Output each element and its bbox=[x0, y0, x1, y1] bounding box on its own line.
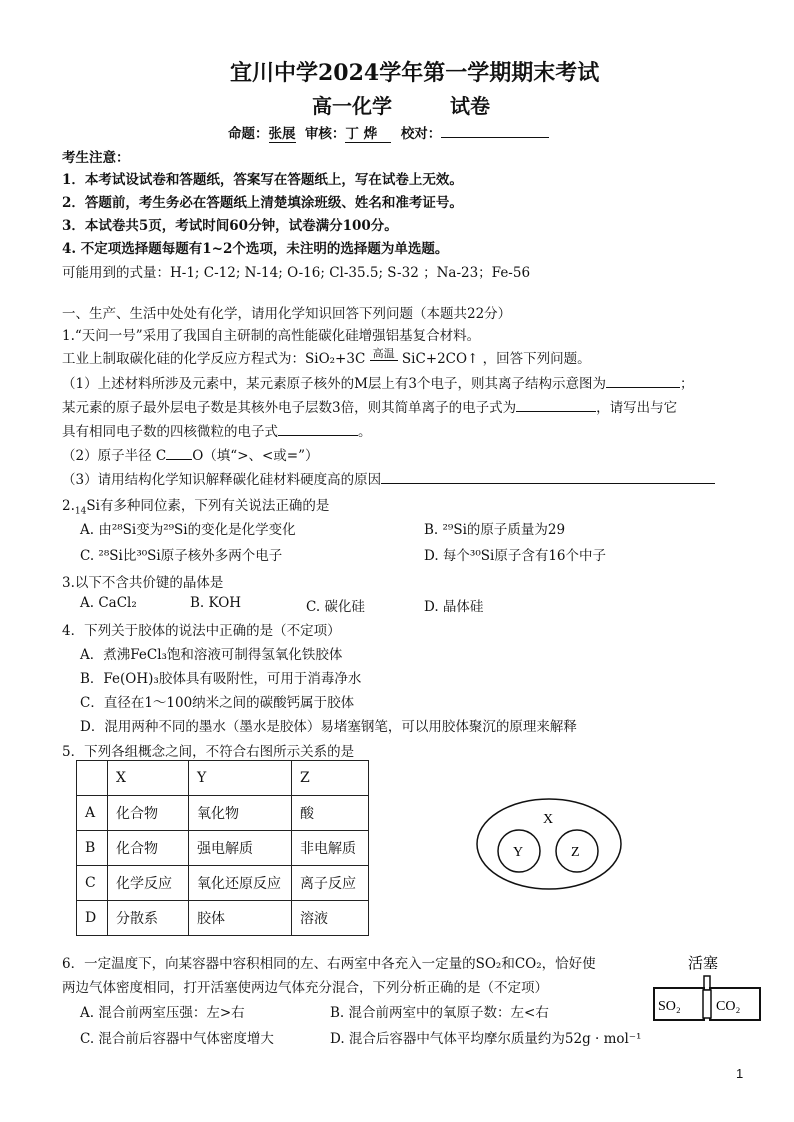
q1-part3 bbox=[62, 468, 715, 488]
table-cell: 强电解质 bbox=[189, 831, 292, 866]
table-cell: 分散系 bbox=[108, 901, 189, 936]
q1-part1-text: 某元素的原子最外层电子数是其核外电子层数3倍，则其简单离子的电子式为 bbox=[62, 400, 517, 416]
q6-option-d: D. 混合后容器中气体平均摩尔质量约为52g · mol⁻¹ bbox=[330, 1031, 642, 1047]
staff-line bbox=[228, 122, 549, 143]
table-cell: 胶体 bbox=[189, 901, 292, 936]
table-cell: Y bbox=[189, 761, 292, 796]
exam-subject: 高一化学 bbox=[312, 94, 392, 118]
q1-part2-text: O（填“>、<或=”） bbox=[192, 448, 319, 464]
label-y: Y bbox=[513, 845, 524, 860]
equation-condition: 高温 bbox=[370, 348, 398, 361]
reviewer-name: 丁 烨 bbox=[345, 122, 391, 143]
notice-heading: 考生注意： bbox=[62, 150, 130, 166]
q1-intro: 1.“天问一号”采用了我国自主研制的高性能碳化硅增强铝基复合材料。 bbox=[62, 328, 481, 344]
answer-blank bbox=[606, 387, 680, 388]
q1-equation bbox=[62, 347, 591, 367]
q4-stem: 4．下列关于胶体的说法中正确的是（不定项） bbox=[62, 623, 341, 639]
left-gas-label: SO₂ bbox=[658, 999, 681, 1014]
q2-option-b: B. ²⁹Si的原子质量为29 bbox=[424, 522, 566, 538]
setter-name: 张展 bbox=[269, 122, 296, 143]
q1-part1-line2 bbox=[62, 396, 677, 416]
q6-stem-line2: 两边气体密度相同，打开活塞使两边气体充分混合，下列分析正确的是（不定项） bbox=[62, 980, 548, 996]
q3-option-b: B. KOH bbox=[190, 595, 242, 611]
proof-label: 校对： bbox=[400, 126, 442, 142]
table-row bbox=[77, 901, 369, 936]
table-cell: D bbox=[77, 901, 108, 936]
piston-icon bbox=[703, 990, 711, 1018]
q1-part1-line1 bbox=[62, 372, 694, 392]
q3-option-d: D. 晶体硅 bbox=[424, 599, 484, 615]
table-cell: 氧化还原反应 bbox=[189, 866, 292, 901]
table-row bbox=[77, 831, 369, 866]
notice-item: 2．答题前，考生务必在答题纸上清楚填涂班级、姓名和准考证号。 bbox=[62, 195, 463, 211]
table-cell: A bbox=[77, 796, 108, 831]
reviewer-label: 审核： bbox=[304, 126, 346, 142]
q1-part3-text: （3）请用结构化学知识解释碳化硅材料硬度高的原因 bbox=[62, 472, 382, 488]
valve-label: 活塞 bbox=[688, 954, 719, 972]
set-relationship-diagram bbox=[474, 796, 624, 892]
q1-part2 bbox=[62, 444, 319, 464]
punct: 。 bbox=[358, 424, 372, 440]
table-cell: 酸 bbox=[292, 796, 369, 831]
q2-option-c: C. ²⁸Si比³⁰Si原子核外多两个电子 bbox=[80, 548, 283, 564]
table-cell: 氧化物 bbox=[189, 796, 292, 831]
q3-stem: 3.以下不含共价键的晶体是 bbox=[62, 575, 224, 591]
q2-stem bbox=[62, 494, 329, 517]
q2-option-a: A. 由²⁸Si变为²⁹Si的变化是化学变化 bbox=[80, 522, 296, 538]
table-cell: 化合物 bbox=[108, 831, 189, 866]
q4-option-b: B．Fe(OH)₃胶体具有吸附性，可用于消毒净水 bbox=[80, 671, 362, 687]
notice-item: 4. 不定项选择题每题有1~2个选项，未注明的选择题为单选题。 bbox=[62, 241, 449, 257]
section-heading: 一、生产、生活中处处有化学，请用化学知识回答下列问题（本题共22分） bbox=[62, 306, 512, 322]
q1-part1-line3 bbox=[62, 420, 372, 440]
setter-label: 命题： bbox=[228, 126, 269, 142]
q3-option-c: C. 碳化硅 bbox=[306, 599, 365, 615]
q4-option-c: C．直径在1～100纳米之间的碳酸钙属于胶体 bbox=[80, 695, 355, 711]
table-cell: 化合物 bbox=[108, 796, 189, 831]
notice-item: 1．本考试设试卷和答题纸，答案写在答题纸上，写在试卷上无效。 bbox=[62, 172, 463, 188]
q6-stem-line1: 6．一定温度下，向某容器中容积相同的左、右两室中各充入一定量的SO₂和CO₂，恰好使 bbox=[62, 956, 596, 972]
exam-paper-label: 试卷 bbox=[450, 94, 490, 118]
table-row bbox=[77, 796, 369, 831]
exam-title: 宜川中学2024学年第一学期期末考试 bbox=[230, 60, 600, 86]
notice-item: 3．本试卷共5页，考试时间60分钟，试卷满分100分。 bbox=[62, 218, 398, 234]
answer-blank bbox=[381, 483, 715, 484]
answer-blank bbox=[516, 411, 596, 412]
q1-part1-text: 具有相同电子数的四核微粒的电子式 bbox=[62, 424, 278, 440]
answer-blank bbox=[278, 435, 358, 436]
answer-blank bbox=[166, 459, 192, 460]
right-gas-label: CO₂ bbox=[716, 999, 741, 1014]
q6-option-c: C. 混合前后容器中气体密度增大 bbox=[80, 1031, 274, 1047]
q6-option-b: B. 混合前两室中的氧原子数：左<右 bbox=[330, 1005, 549, 1021]
q4-option-d: D．混用两种不同的墨水（墨水是胶体）易堵塞钢笔，可以用胶体聚沉的原理来解释 bbox=[80, 719, 577, 735]
atomic-number: 14 bbox=[74, 506, 87, 517]
table-row bbox=[77, 866, 369, 901]
proof-blank bbox=[441, 137, 549, 138]
q6-option-a: A. 混合前两室压强：左>右 bbox=[80, 1005, 245, 1021]
table-cell: 化学反应 bbox=[108, 866, 189, 901]
table-header-row bbox=[77, 761, 369, 796]
equation-left: 工业上制取碳化硅的化学反应方程式为：SiO₂+3C bbox=[62, 351, 366, 367]
table-cell: 非电解质 bbox=[292, 831, 369, 866]
label-z: Z bbox=[571, 845, 580, 860]
q2-number: 2. bbox=[62, 498, 75, 514]
equation-right: SiC+2CO↑ ，回答下列问题。 bbox=[401, 351, 591, 367]
q1-part1-text: （1）上述材料所涉及元素中，某元素原子核外的M层上有3个电子，则其离子结构示意图为 bbox=[62, 376, 607, 392]
q2-text: 有多种同位素，下列有关说法正确的是 bbox=[99, 498, 330, 514]
table-cell: X bbox=[108, 761, 189, 796]
table-cell bbox=[77, 761, 108, 796]
punct: ； bbox=[680, 376, 694, 392]
table-cell: 溶液 bbox=[292, 901, 369, 936]
q5-stem: 5．下列各组概念之间，不符合右图所示关系的是 bbox=[62, 744, 355, 760]
q1-part1-text: ，请写出与它 bbox=[596, 400, 678, 416]
element-symbol: Si bbox=[86, 498, 100, 514]
table-cell: Z bbox=[292, 761, 369, 796]
q2-option-d: D. 每个³⁰Si原子含有16个中子 bbox=[424, 548, 606, 564]
atomic-masses: 可能用到的式量：H-1; C-12; N-14; O-16; Cl-35.5; S-32 ；Na-23；Fe-56 bbox=[62, 265, 531, 281]
q5-table bbox=[76, 760, 369, 936]
q4-option-a: A．煮沸FeCl₃饱和溶液可制得氢氧化铁胶体 bbox=[80, 647, 343, 663]
q1-part2-text: （2）原子半径 C bbox=[62, 448, 167, 464]
table-cell: 离子反应 bbox=[292, 866, 369, 901]
label-x: X bbox=[543, 812, 554, 827]
table-cell: B bbox=[77, 831, 108, 866]
page-number: 1 bbox=[736, 1066, 744, 1081]
gas-container-diagram bbox=[650, 948, 770, 1028]
q3-option-a: A. CaCl₂ bbox=[80, 595, 137, 611]
table-cell: C bbox=[77, 866, 108, 901]
